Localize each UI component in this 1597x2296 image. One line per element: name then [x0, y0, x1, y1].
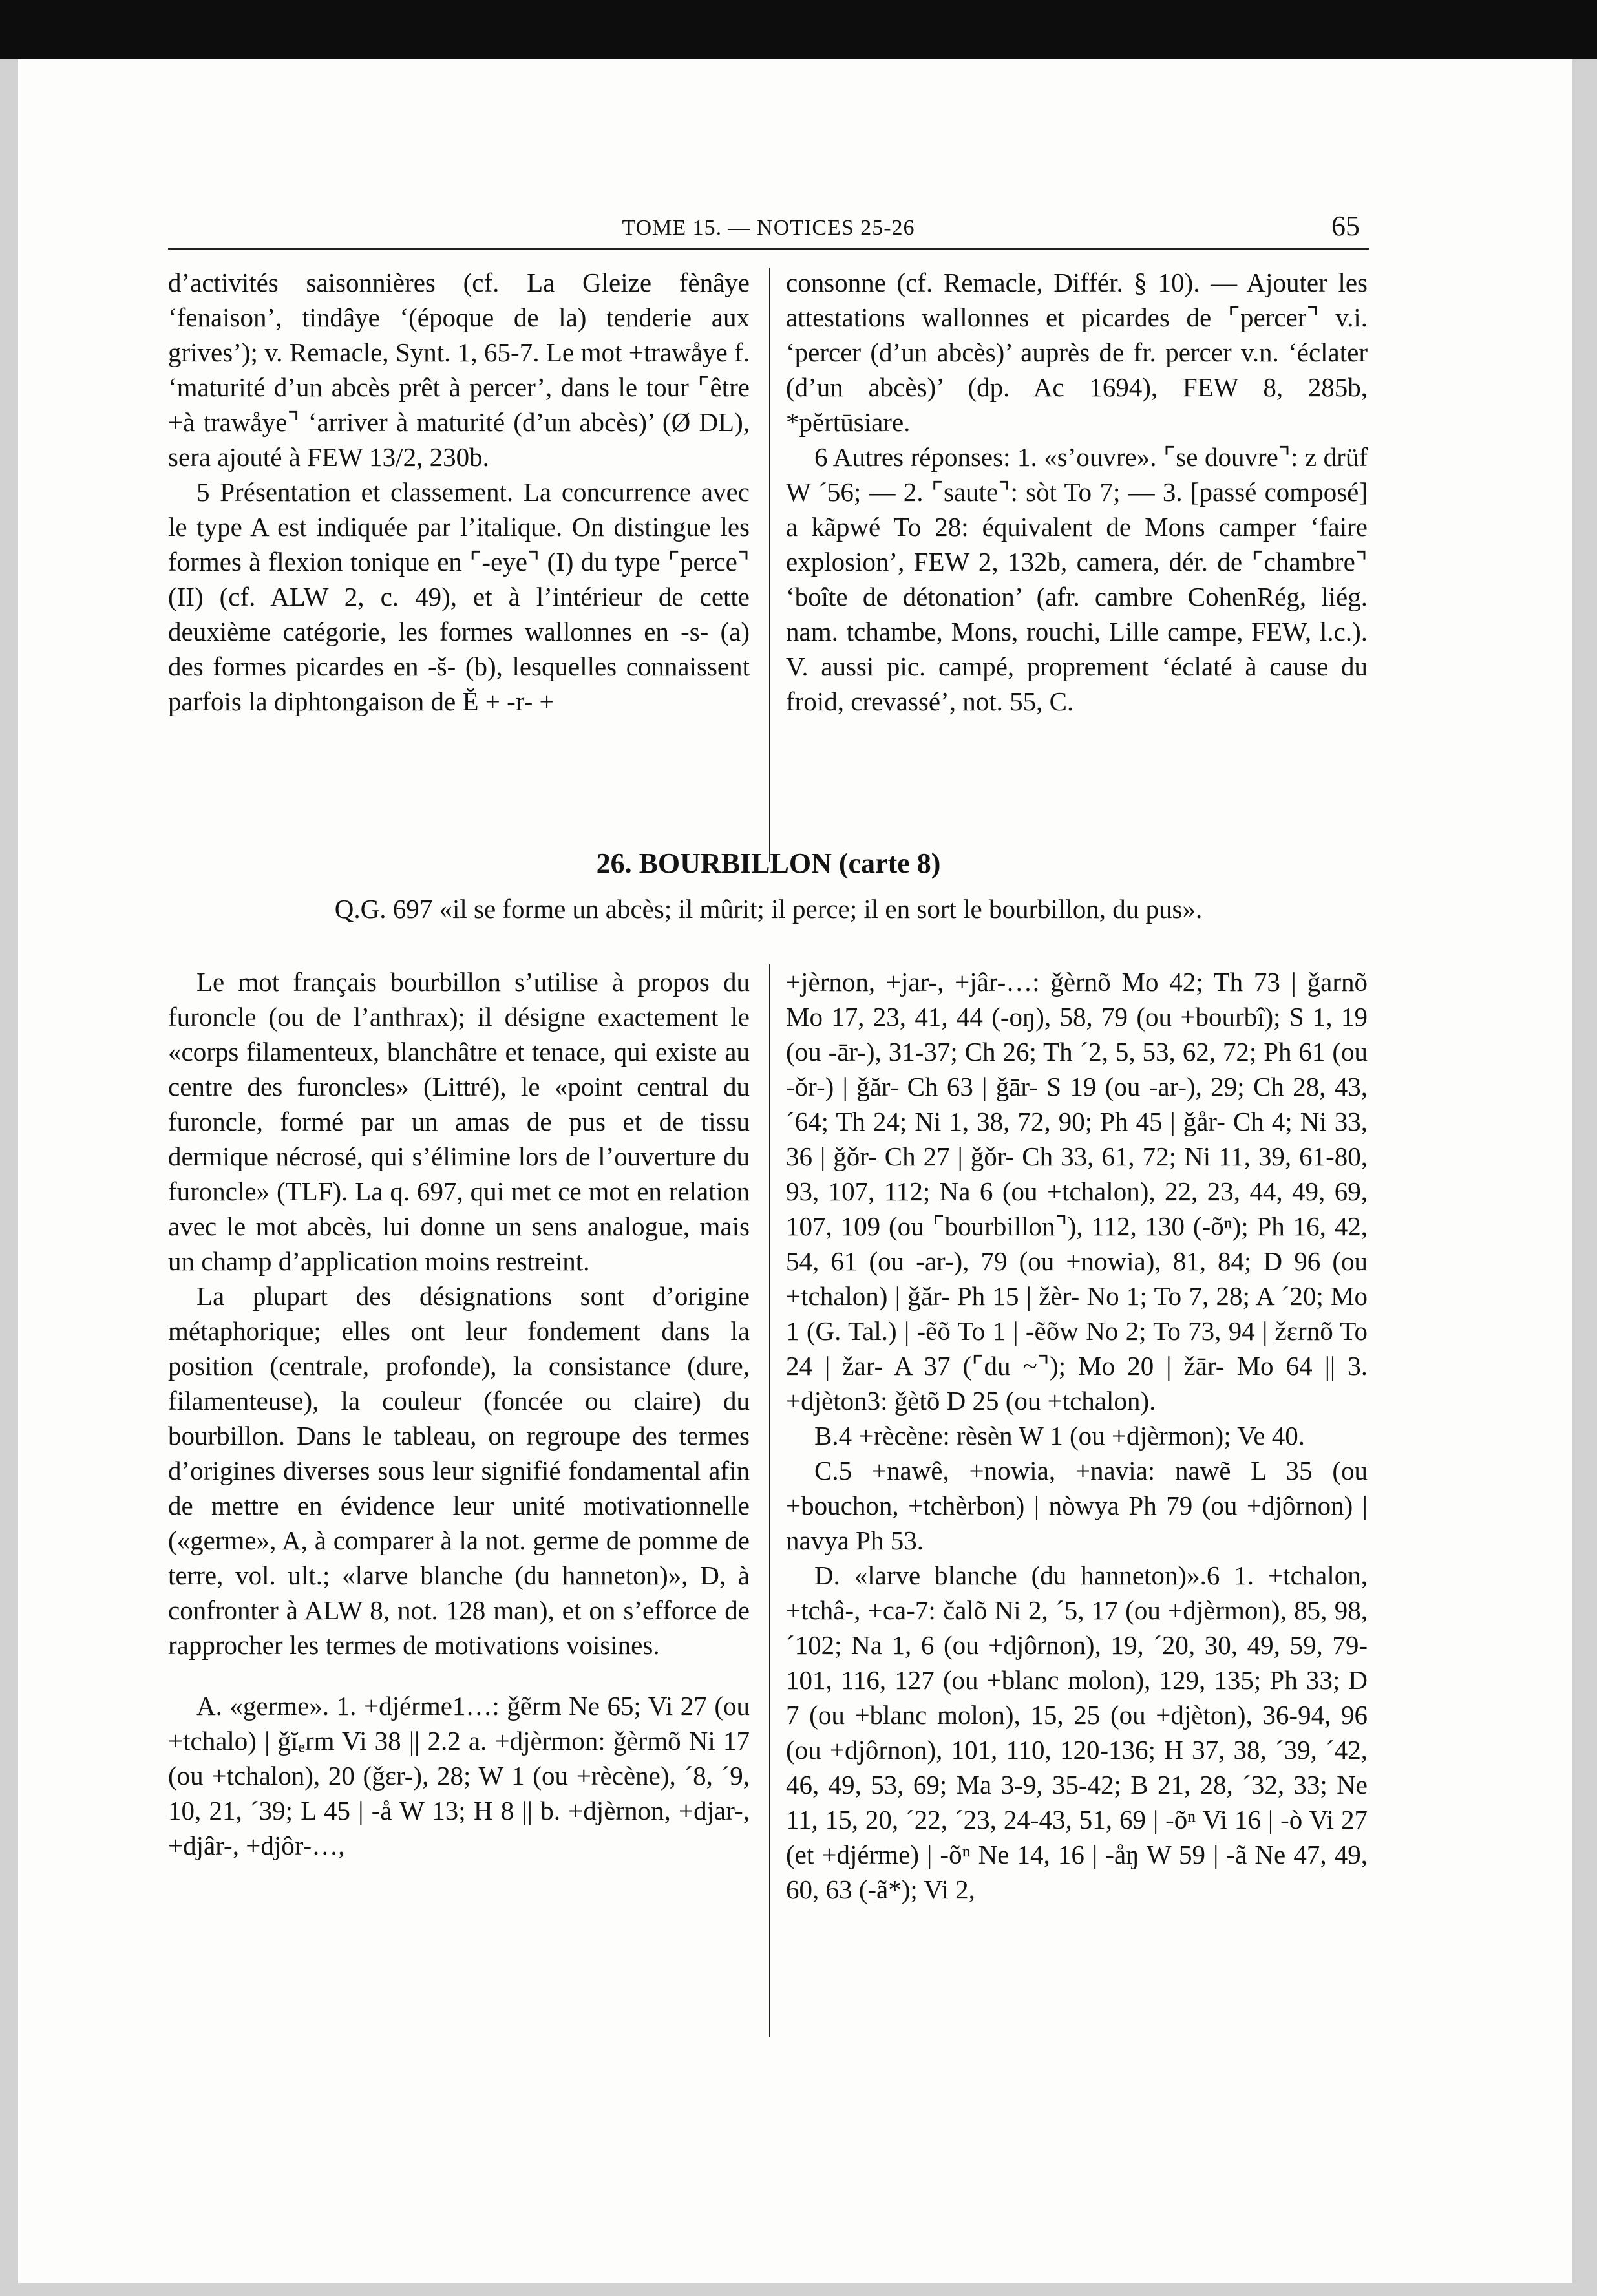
body-paragraph: +jèrnon, +jar-, +jâr-…: ǧèrnõ Mo 42; Th 73 | ǧarnõ Mo 17, 23, 41, 44 (-oŋ), 58, 79 (ou +bourbî); S 1, 19 (ou -ār-), 31-37; Ch 26; Th ´2, 5, 53, 62, 72; Ph 61 (ou -ǒr-) | ǧăr- Ch 63 | ǧār- S 19 (ou -ar-), 29; Ch 28, 43, ´64; Th 24; Ni 1, 38, 72, 90; Ph 45 | ǧår- Ch 4; Ni 33, 36 | ǧǒr- Ch 27 | ǧǒr- Ch 33, 61, 72; Ni 11, 39, 61-80, 93, 107, 112; Na 6 (ou +tchalon), 22, 23, 44, 49, 69, 107, 109 (ou ⌜bourbillon⌝), 112, 130 (-õⁿ); Ph 16, 42, 54, 61 (ou -ar-), 79 (ou +nowia), 81, 84; D 96 (ou +tchalon) | ǧăr- Ph 15 | žèr- No 1; To 7, 28; A ´20; Mo 1 (G. Tal.) | -ẽõ To 1 | -ẽõw No 2; To 73, 94 | žɛrnõ To 24 | žar- A 37 (⌜du ~⌝); Mo 20 | žār- Mo 64 || 3. +djèton3: ǧètõ D 25 (ou +tchalon).: [786, 967, 1368, 1416]
note-paragraph: d’activités saisonnières (cf. La Gleize fènâye ‘fenaison’, tindâye ‘(époque de la) tenderie aux grives’); v. Remacle, Synt. 1, 65-7. Le mot +trawåye f. ‘maturité d’un abcès prêt à percer’, dans le tour ⌜être +à trawåye⌝ ‘arriver à maturité (d’un abcès)’ (Ø DL), sera ajouté à FEW 13/2, 230b.: [168, 268, 750, 472]
column-divider: [769, 268, 770, 862]
note-paragraph: consonne (cf. Remacle, Différ. § 10). — Ajouter les attestations wallonnes et picardes de ⌜percer⌝ v.i. ‘percer (d’un abcès)’ auprès de fr. percer v.n. ‘éclater (d’un abcès)’ (dp. Ac 1694), FEW 8, 285b, *pĕrtūsiare.: [786, 268, 1368, 437]
column-divider: [769, 964, 770, 2037]
scan-top-border: [0, 0, 1597, 59]
page-number: 65: [1331, 210, 1360, 242]
notes-right-column: [786, 265, 1368, 719]
body-paragraph: Le mot français bourbillon s’utilise à propos du furoncle (ou de l’anthrax); il désigne exactement le «corps filamenteux, blanchâtre et tenace, qui existe au centre des furoncles» (Littré), le «point central du furoncle, formé par un amas de pus et de tissu dermique nécrosé, qui s’élimine lors de l’ouverture du furoncle» (TLF). La q. 697, qui met ce mot en relation avec le mot abcès, lui donne un sens analogue, mais un champ d’application moins restreint.: [168, 967, 750, 1276]
body-paragraph: D. «larve blanche (du hanneton)».6 1. +tchalon, +tchâ-, +ca-7: čalõ Ni 2, ´5, 17 (ou +djèrmon), 85, 98, ´102; Na 1, 6 (ou +djôrnon), 19, ´20, 30, 49, 59, 79-101, 116, 127 (ou +blanc molon), 129, 135; Ph 33; D 7 (ou +blanc molon), 15, 25 (ou +djèton), 36-94, 96 (ou +djôrnon), 101, 110, 120-136; H 37, 38, ´39, ´42, 46, 49, 53, 69; Ma 3-9, 35-42; B 21, 28, ´32, 33; Ne 11, 15, 20, ´22, ´23, 24-43, 51, 69 | -õⁿ Vi 16 | -ò Vi 27 (et +djérme) | -õⁿ Ne 14, 16 | -åŋ W 59 | -ã Ne 47, 49, 60, 63 (-ã*); Vi 2,: [786, 1560, 1368, 1904]
running-head: TOME 15. — NOTICES 25-26: [622, 216, 915, 240]
body-paragraph: C.5 +nawê, +nowia, +navia: nawẽ L 35 (ou +bouchon, +tchèrbon) | nòwya Ph 79 (ou +djôrnon) | navya Ph 53.: [786, 1456, 1368, 1555]
questionnaire-question: Q.G. 697 «il se forme un abcès; il mûrit; il perce; il en sort le bourbillon, du pus».: [334, 894, 1203, 924]
body-paragraph: La plupart des désignations sont d’origine métaphorique; elles ont leur fondement dans la position (centrale, profonde), la consistance (dure, filamenteuse), la couleur (foncée ou claire) du bourbillon. Dans le tableau, on regroupe des termes d’origines diverses sous leur signifié fondamental afin de mettre en évidence leur unité motivationnelle («germe», A, à comparer à la not. germe de pomme de terre, vol. ult.; «larve blanche (du hanneton)», D, à confronter à ALW 8, not. 128 man), et on s’efforce de rapprocher les termes de motivations voisines.: [168, 1281, 750, 1660]
body-paragraph: A. «germe». 1. +djérme1…: ǧẽrm Ne 65; Vi 27 (ou +tchalo) | ǧĭₑrm Vi 38 || 2.2 a. +djèrmon: ǧèrmõ Ni 17 (ou +tchalon), 20 (ǧɛr-), 28; W 1 (ou +rècène), ´8, ´9, 10, 21, ´39; L 45 | -å W 13; H 8 || b. +djèrnon, +djar-, +djâr-, +djôr-…,: [168, 1691, 750, 1860]
note-paragraph: 5 Présentation et classement. La concurrence avec le type A est indiquée par l’italique. On distingue les formes à flexion tonique en ⌜-eye⌝ (I) du type ⌜perce⌝ (II) (cf. ALW 2, c. 49), et à l’intérieur de cette deuxième catégorie, les formes wallonnes en -s- (a) des formes picardes en -š- (b), lesquelles connaissent parfois la diphtongaison de Ĕ + -r- +: [168, 477, 750, 716]
body-paragraph: B.4 +rècène: rèsèn W 1 (ou +djèrmon); Ve 40.: [814, 1421, 1306, 1451]
body-left-column: [168, 964, 750, 1863]
page-header: [168, 209, 1369, 250]
notes-left-column: [168, 265, 750, 719]
book-page: [18, 59, 1572, 2283]
body-right-column: [786, 964, 1368, 1907]
section-title: 26. BOURBILLON (carte 8): [596, 847, 941, 879]
note-paragraph: 6 Autres réponses: 1. «s’ouvre». ⌜se douvre⌝: z drüf W ´56; — 2. ⌜saute⌝: sòt To 7; — 3. [passé composé] a kãpwé To 28: équivalent de Mons camper ‘faire explosion’, FEW 2, 132b, camera, dér. de ⌜chambre⌝ ‘boîte de détonation’ (afr. cambre CohenRég, liég. nam. tchambe, Mons, rouchi, Lille campe, FEW, l.c.). V. aussi pic. campé, proprement ‘éclaté à cause du froid, crevassé’, not. 55, C.: [786, 442, 1368, 716]
